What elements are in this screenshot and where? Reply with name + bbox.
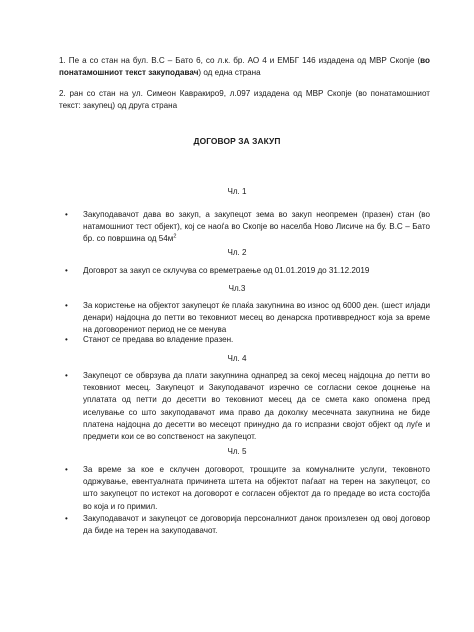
- article-4-heading: Чл. 4: [227, 354, 247, 363]
- party-1-text: 1. Пе а со стан на бул. В.С – Бато 6, со л.к. бр. АО 4 и ЕМБГ 146 издадена од МВР Скопје (: [59, 56, 421, 65]
- document-title: ДОГОВОР ЗА ЗАКУП: [193, 136, 281, 146]
- party-1-end-text: ) од една страна: [198, 68, 261, 77]
- article-2-heading: Чл. 2: [227, 248, 247, 257]
- party-1-paragraph: [59, 55, 430, 79]
- article-5-item-1: • За време за кое е склучен договорот, трошците за комуналните услуги, тековното одржување, евентуалната причинета штета на објектот паѓаат на терен на закупецот, со што закупецот по истекот на договорот е согласен објектот да го предаде во иста состојба во која и го примил.: [83, 464, 430, 513]
- party-2-paragraph: 2. ран со стан на ул. Симеон Кавракиро9, л.097 издадена од МВР Скопје (во понатамошниот текст: закупец) од друга страна: [59, 89, 430, 110]
- area-unit-superscript: 2: [173, 233, 177, 240]
- party-1-bold-text: во понатамошниот текст закуподавач: [59, 56, 430, 77]
- article-3-item-1: • За користење на објектот закупецот ќе плаќа закупнина во износ од 6000 ден. (шест илјади денари) најдоцна до петти во тековниот месец во денарска противвредност која за време на договорениот период не се менува: [83, 300, 430, 337]
- article-3-item-2: • Станот се предава во владение празен.: [83, 334, 430, 346]
- article-1-heading: Чл. 1: [227, 187, 247, 196]
- article-3-heading: Чл.3: [228, 284, 246, 293]
- article-5-heading: Чл. 5: [227, 447, 247, 456]
- article-1-item: [83, 209, 430, 246]
- article-5-item-2: • Закуподавачот и закупецот се договорија персоналниот данок произлезен од овој договор да биде на терен на закуподавачот.: [83, 513, 430, 537]
- article-4-item: • Закупецот се обврзува да плати закупнина однапред за секој месец најдоцна до петти во тековниот месец. Закупецот и Закуподавачот изречно се согласни секое доцнење на уплатата од петти до десетти во тековниот месец да се смета како опомена пред иселување со што закуподавачот има право да доколку месечната закупнина не биде платена најдоцна до десетти во месецот принудно да го испразни својот објект од луѓе и предмети кои се во сопственост на закупецот.: [83, 370, 430, 443]
- article-1-item-text: Закуподавачот дава во закуп, а закупецот зема во закуп неопремен (празен) стан (во натамошниот тест објект), кој се наоѓа во Скопје во населба Ново Лисиче на бу. В.С – Бато бр. со површина од 54м: [83, 210, 430, 244]
- article-2-item: • Договрот за закуп се склучува со времетраење од 01.01.2019 до 31.12.2019: [83, 265, 430, 277]
